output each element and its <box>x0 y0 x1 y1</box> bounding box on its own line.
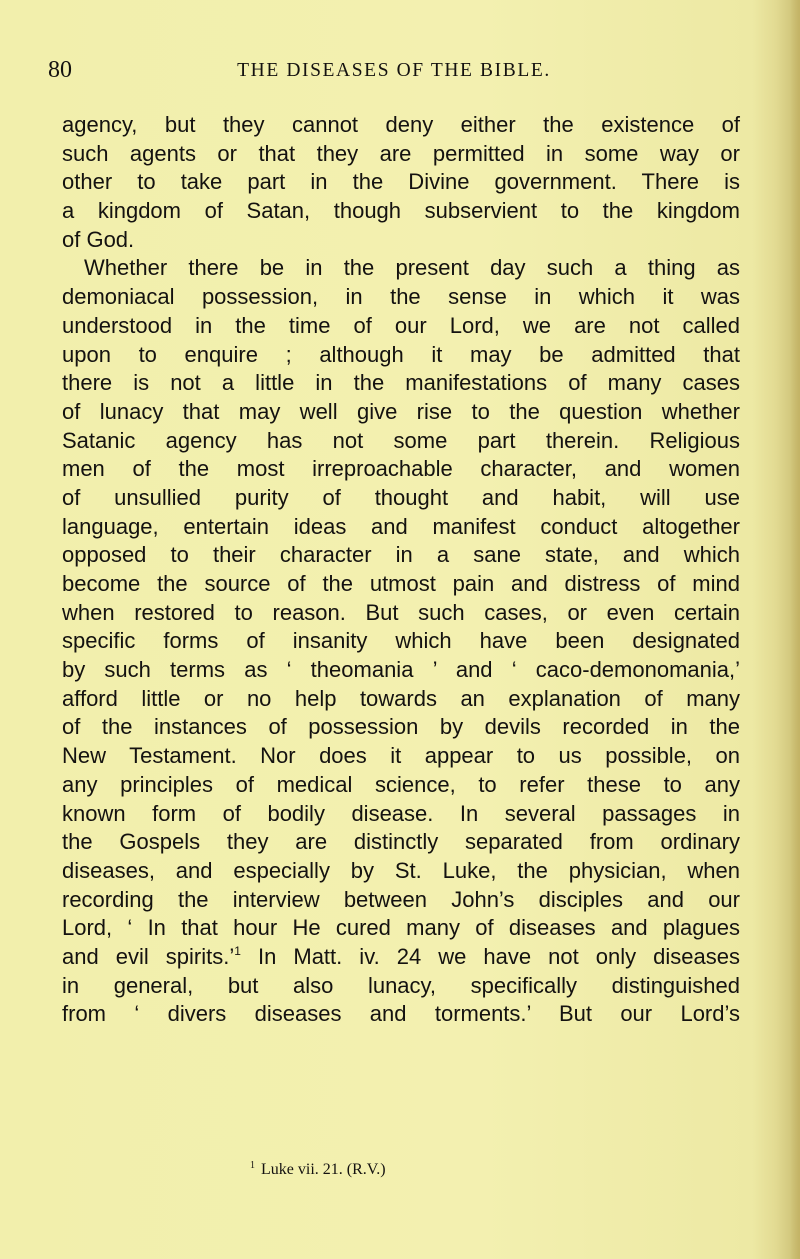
text-line: understood in the time of our Lord, we are not called <box>62 312 740 338</box>
text-line: other to take part in the Divine government. There is <box>62 169 740 195</box>
text-line: of unsullied purity of thought and habit, will use <box>62 484 740 510</box>
text-line: agency, but they cannot deny either the existence of <box>62 112 740 137</box>
text-line: a kingdom of Satan, though subservient to the kingdom <box>62 198 740 224</box>
text-line-with-footnote-ref <box>62 943 740 972</box>
body-text <box>62 111 740 1029</box>
text-segment: In Matt. iv. 24 we have not only diseases <box>257 943 740 969</box>
text-line: opposed to their character in a sane state, and which <box>62 542 740 568</box>
text-line: any principles of medical science, to refer these to any <box>62 771 740 797</box>
text-line: afford little or no help towards an explanation of many <box>62 685 740 711</box>
footnote <box>250 1160 386 1180</box>
text-line: there is not a little in the manifestations of many cases <box>62 370 740 396</box>
footnote-marker: 1 <box>250 1160 255 1171</box>
text-line: demoniacal possession, in the sense in which it was <box>62 284 740 310</box>
page-number: 80 <box>48 57 72 83</box>
text-line: Whether there be in the present day such a thing as <box>84 255 740 281</box>
text-segment: and evil spirits.’ <box>62 943 235 969</box>
running-head <box>0 56 800 84</box>
text-line: in general, but also lunacy, specifically distinguished <box>62 972 740 998</box>
text-line: language, entertain ideas and manifest conduct altogether <box>62 513 740 539</box>
text-line: when restored to reason. But such cases, or even certain <box>62 599 740 625</box>
text-line: men of the most irreproachable character, and women <box>62 456 740 482</box>
footnote-text: Luke vii. 21. (R.V.) <box>261 1161 386 1178</box>
text-line: recording the interview between John’s disciples and our <box>62 886 740 912</box>
footnote-reference[interactable]: 1 <box>234 943 241 958</box>
text-line: Satanic agency has not some part therein. Religious <box>62 427 740 453</box>
text-line: Lord, ‘ In that hour He cured many of diseases and plagues <box>62 915 740 941</box>
text-line: such agents or that they are permitted in some way or <box>62 140 740 166</box>
text-line: the Gospels they are distinctly separated from ordinary <box>62 829 740 855</box>
text-line: of God. <box>62 226 135 252</box>
text-line: upon to enquire ; although it may be admitted that <box>62 341 740 367</box>
text-line: of lunacy that may well give rise to the question whether <box>62 398 740 424</box>
running-head-title: THE DISEASES OF THE BIBLE. <box>237 60 551 81</box>
text-line: become the source of the utmost pain and distress of mind <box>62 571 740 596</box>
page-edge-shadow <box>790 0 800 1259</box>
text-line: New Testament. Nor does it appear to us possible, on <box>62 743 740 769</box>
text-line: of the instances of possession by devils recorded in the <box>62 714 740 740</box>
text-line: diseases, and especially by St. Luke, the physician, when <box>62 857 740 883</box>
text-line: specific forms of insanity which have been designated <box>62 628 740 654</box>
text-line: by such terms as ‘ theomania ’ and ‘ caco-demonomania,’ <box>62 657 740 683</box>
text-line: from ‘ divers diseases and torments.’ But our Lord’s <box>62 1001 740 1027</box>
text-line: known form of bodily disease. In several passages in <box>62 800 740 826</box>
